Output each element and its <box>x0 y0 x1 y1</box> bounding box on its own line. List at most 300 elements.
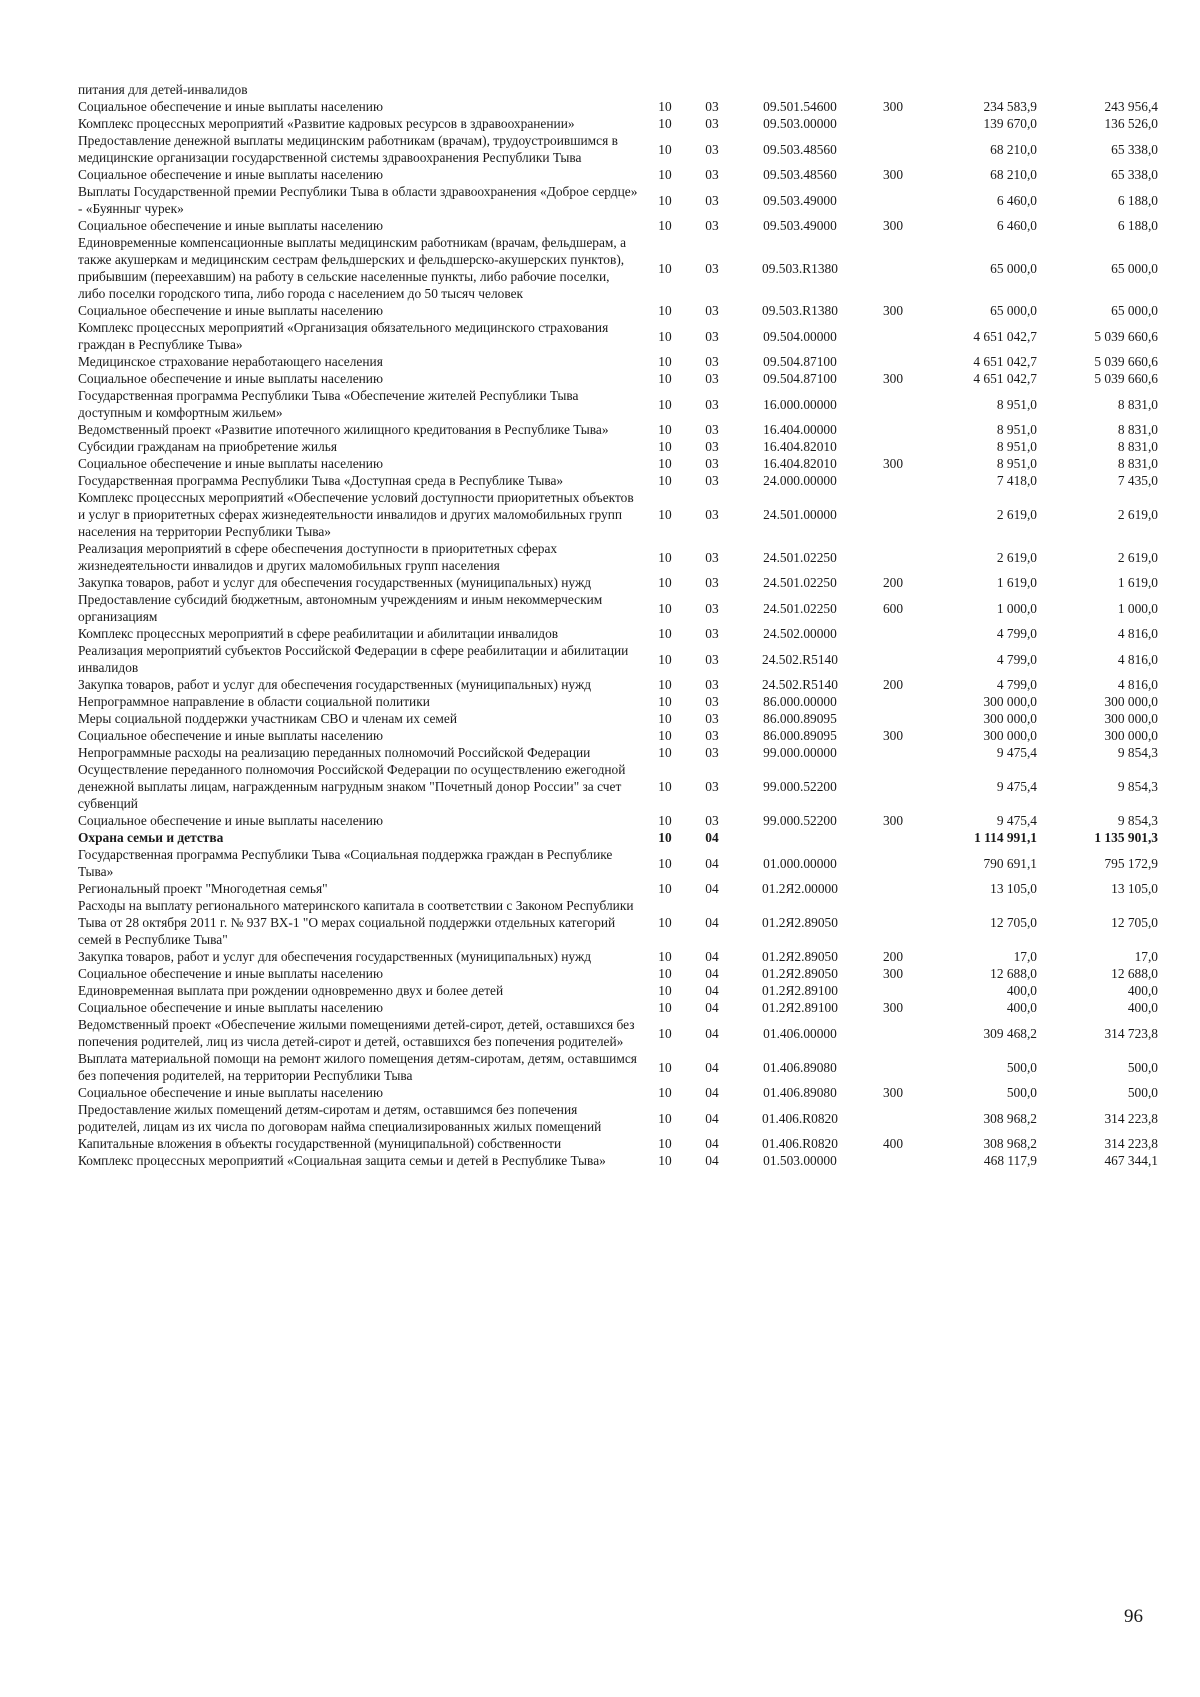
section-code: 10 <box>658 439 672 454</box>
amount-year-1: 4 651 042,7 <box>973 354 1037 369</box>
amount-year-1: 400,0 <box>1006 983 1037 998</box>
target-article-code: 16.404.82010 <box>763 456 837 471</box>
section-code: 10 <box>658 99 672 114</box>
row-name: Непрограммные расходы на реализацию переданных полномочий Российской Федерации <box>78 745 591 760</box>
row-name: Осуществление переданного полномочия Российской Федерации по осуществлению ежегодной денежной выплаты лицам, награжденным нагрудным знаком "Почетный донор России" за счет субвенций <box>78 762 626 811</box>
row-name: Закупка товаров, работ и услуг для обеспечения государственных (муниципальных) нужд <box>78 949 592 964</box>
table-row <box>78 761 1158 812</box>
table-row <box>78 744 1158 761</box>
subsection-code: 03 <box>705 303 719 318</box>
amount-year-2: 8 831,0 <box>1117 439 1158 454</box>
amount-year-1: 68 210,0 <box>990 167 1037 182</box>
target-article-code: 16.000.00000 <box>763 396 837 412</box>
amount-year-2: 1 000,0 <box>1117 600 1158 616</box>
table-row <box>78 166 1158 183</box>
table-row <box>78 727 1158 744</box>
table-row <box>78 387 1158 421</box>
target-article-code: 09.503.48560 <box>763 141 837 157</box>
amount-year-1: 4 799,0 <box>996 626 1037 641</box>
amount-year-2: 9 854,3 <box>1117 779 1158 794</box>
amount-year-2: 2 619,0 <box>1117 507 1158 522</box>
amount-year-2: 65 338,0 <box>1111 141 1158 157</box>
expense-type-code <box>866 421 920 438</box>
amount-year-1: 9 475,4 <box>996 779 1037 794</box>
expense-type-code <box>866 81 920 98</box>
amount-year-2: 6 188,0 <box>1117 192 1158 208</box>
row-name: Непрограммное направление в области социальной политики <box>78 694 430 709</box>
section-code: 10 <box>658 167 672 182</box>
amount-year-2: 4 816,0 <box>1117 677 1158 692</box>
amount-year-1: 13 105,0 <box>990 881 1037 896</box>
amount-year-2: 5 039 660,6 <box>1094 354 1158 369</box>
subsection-code: 03 <box>705 116 719 131</box>
target-article-code: 24.501.00000 <box>763 507 837 522</box>
expense-type-code <box>866 472 920 489</box>
section-code: 10 <box>658 600 672 616</box>
table-row <box>78 81 1158 98</box>
amount-year-2: 500,0 <box>1127 1085 1158 1100</box>
expense-type-code <box>866 1016 920 1050</box>
section-code: 10 <box>658 915 672 930</box>
table-row <box>78 1152 1158 1169</box>
expense-type-code <box>866 982 920 999</box>
section-code: 10 <box>658 116 672 131</box>
subsection-code: 04 <box>705 983 719 998</box>
target-article-code: 99.000.52200 <box>763 779 837 794</box>
subsection-code: 04 <box>705 1136 719 1151</box>
subsection-code: 03 <box>705 600 719 616</box>
subsection-code: 03 <box>705 371 719 386</box>
row-name: Субсидии гражданам на приобретение жилья <box>78 439 338 454</box>
row-name: Закупка товаров, работ и услуг для обеспечения государственных (муниципальных) нужд <box>78 677 592 692</box>
table-row <box>78 98 1158 115</box>
subsection-code: 04 <box>705 830 719 845</box>
subsection-code: 03 <box>705 549 719 565</box>
expense-type-code: 300 <box>882 371 904 386</box>
expense-type-code <box>866 489 920 540</box>
amount-year-2: 12 688,0 <box>1111 966 1158 981</box>
table-row <box>78 421 1158 438</box>
expense-type-code <box>866 744 920 761</box>
amount-year-2: 400,0 <box>1127 1000 1158 1015</box>
expense-type-code <box>866 353 920 370</box>
amount-year-2: 300 000,0 <box>1104 711 1158 726</box>
amount-year-1: 400,0 <box>1006 1000 1037 1015</box>
subsection-code: 03 <box>705 711 719 726</box>
expense-type-code <box>866 387 920 421</box>
expense-type-code <box>866 642 920 676</box>
amount-year-1: 12 705,0 <box>990 915 1037 930</box>
target-article-code: 99.000.00000 <box>763 745 837 760</box>
section-code: 10 <box>658 694 672 709</box>
target-article-code: 24.501.02250 <box>763 600 837 616</box>
amount-year-2: 2 619,0 <box>1117 549 1158 565</box>
row-name: Комплекс процессных мероприятий «Обеспечение условий доступности приоритетных объектов и услуг в приоритетных сферах жизнедеятельности инвалидов и других маломобильных групп населения на территории Республики Тыва» <box>78 490 634 539</box>
subsection-code: 03 <box>705 694 719 709</box>
amount-year-2: 795 172,9 <box>1104 855 1158 871</box>
row-name: Социальное обеспечение и иные выплаты населению <box>78 371 383 386</box>
subsection-code: 03 <box>705 422 719 437</box>
row-name: Выплаты Государственной премии Республики Тыва в области здравоохранения «Доброе сердце» - «Буянныг чурек» <box>78 184 638 216</box>
table-row <box>78 489 1158 540</box>
amount-year-2: 65 000,0 <box>1111 303 1158 318</box>
table-row <box>78 132 1158 166</box>
subsection-code <box>690 81 734 98</box>
table-row <box>78 982 1158 999</box>
subsection-code: 04 <box>705 966 719 981</box>
section-code: 10 <box>658 422 672 437</box>
amount-year-1: 65 000,0 <box>990 303 1037 318</box>
target-article-code: 01.000.00000 <box>763 855 837 871</box>
expense-type-code <box>866 710 920 727</box>
section-code: 10 <box>658 1110 672 1126</box>
target-article-code: 24.501.02250 <box>763 549 837 565</box>
expense-type-code <box>866 115 920 132</box>
amount-year-1: 17,0 <box>1013 949 1037 964</box>
amount-year-2: 314 723,8 <box>1104 1025 1158 1041</box>
subsection-code: 03 <box>705 439 719 454</box>
table-row <box>78 438 1158 455</box>
target-article-code: 86.000.00000 <box>763 694 837 709</box>
section-code: 10 <box>658 371 672 386</box>
table-row <box>78 183 1158 217</box>
subsection-code: 04 <box>705 1000 719 1015</box>
row-name: Социальное обеспечение и иные выплаты населению <box>78 218 383 233</box>
section-code: 10 <box>658 855 672 871</box>
amount-year-2: 467 344,1 <box>1104 1153 1158 1168</box>
section-code: 10 <box>658 728 672 743</box>
target-article-code: 09.503.48560 <box>763 167 837 182</box>
amount-year-2: 12 705,0 <box>1111 915 1158 930</box>
table-row <box>78 319 1158 353</box>
amount-year-1: 8 951,0 <box>996 422 1037 437</box>
target-article-code: 16.404.00000 <box>763 422 837 437</box>
target-article-code: 86.000.89095 <box>763 728 837 743</box>
target-article-code: 24.502.R5140 <box>762 677 838 692</box>
table-row <box>78 217 1158 234</box>
table-row <box>78 591 1158 625</box>
expense-type-code: 300 <box>882 218 904 233</box>
section-code: 10 <box>658 260 672 276</box>
target-article-code: 01.406.89080 <box>763 1085 837 1100</box>
row-name: Расходы на выплату регионального материнского капитала в соответствии с Законом Республики Тыва от 28 октября 2011 г. № 937 ВХ-1 "О мерах социальной поддержки отдельных категорий семей в Республике Тыва" <box>78 898 634 947</box>
target-article-code: 01.2Я2.89050 <box>762 966 838 981</box>
row-name: Комплекс процессных мероприятий «Развитие кадровых ресурсов в здравоохранении» <box>78 116 575 131</box>
amount-year-2: 8 831,0 <box>1117 396 1158 412</box>
row-name: Реализация мероприятий субъектов Российской Федерации в сфере реабилитации и абилитации инвалидов <box>78 643 629 675</box>
row-name: Охрана семьи и детства <box>78 830 224 845</box>
subsection-code: 03 <box>705 813 719 828</box>
expense-type-code: 300 <box>882 456 904 471</box>
row-name: Государственная программа Республики Тыва «Обеспечение жителей Республики Тыва доступным и комфортным жильем» <box>78 388 579 420</box>
target-article-code: 01.2Я2.89100 <box>762 983 838 998</box>
section-code: 10 <box>658 141 672 157</box>
row-name: Реализация мероприятий в сфере обеспечения доступности в приоритетных сферах жизнедеятельности инвалидов и других маломобильных групп населения <box>78 541 558 573</box>
amount-year-1: 4 651 042,7 <box>973 328 1037 344</box>
section-code: 10 <box>658 677 672 692</box>
subsection-code: 04 <box>705 1153 719 1168</box>
amount-year-2: 65 338,0 <box>1111 167 1158 182</box>
amount-year-2: 5 039 660,6 <box>1094 328 1158 344</box>
subsection-code: 03 <box>705 626 719 641</box>
amount-year-2: 5 039 660,6 <box>1094 371 1158 386</box>
table-row <box>78 1101 1158 1135</box>
row-name: Социальное обеспечение и иные выплаты населению <box>78 1000 383 1015</box>
expense-type-code: 300 <box>882 99 904 114</box>
amount-year-1: 500,0 <box>1006 1059 1037 1075</box>
section-code: 10 <box>658 354 672 369</box>
amount-year-1: 1 114 991,1 <box>974 830 1037 845</box>
expense-type-code: 200 <box>882 575 904 590</box>
expense-type-code <box>866 319 920 353</box>
row-name: Капитальные вложения в объекты государственной (муниципальной) собственности <box>78 1136 562 1151</box>
table-row <box>78 693 1158 710</box>
amount-year-2: 4 816,0 <box>1117 626 1158 641</box>
subsection-code: 04 <box>705 1059 719 1075</box>
row-name: Единовременные компенсационные выплаты медицинским работникам (врачам, фельдшерам, а также акушеркам и медицинским сестрам фельдшерских и фельдшерско-акушерских пунктов), прибывшим (переехавшим) на работу в сельские населенные пункты, либо рабочие поселки, либо поселки городского типа, либо города с населением до 50 тысяч человек <box>78 235 627 301</box>
subsection-code: 04 <box>705 1110 719 1126</box>
amount-year-1: 308 968,2 <box>983 1136 1037 1151</box>
table-row <box>78 1050 1158 1084</box>
section-code: 10 <box>658 1136 672 1151</box>
row-name: Социальное обеспечение и иные выплаты населению <box>78 1085 383 1100</box>
row-name: Меры социальной поддержки участникам СВО и членам их семей <box>78 711 458 726</box>
amount-year-1: 1 619,0 <box>996 575 1037 590</box>
row-name: Закупка товаров, работ и услуг для обеспечения государственных (муниципальных) нужд <box>78 575 592 590</box>
amount-year-1: 309 468,2 <box>983 1025 1037 1041</box>
expense-type-code: 300 <box>882 1000 904 1015</box>
amount-year-1: 6 460,0 <box>996 192 1037 208</box>
expense-type-code <box>866 132 920 166</box>
amount-year-1: 9 475,4 <box>996 745 1037 760</box>
expense-type-code <box>866 625 920 642</box>
subsection-code: 03 <box>705 141 719 157</box>
table-row <box>78 302 1158 319</box>
table-row <box>78 234 1158 302</box>
amount-year-1: 300 000,0 <box>983 711 1037 726</box>
amount-year-2: 13 105,0 <box>1111 881 1158 896</box>
section-code: 10 <box>658 949 672 964</box>
expense-type-code <box>866 693 920 710</box>
subsection-code: 03 <box>705 354 719 369</box>
expense-type-code: 300 <box>882 303 904 318</box>
amount-year-1: 4 799,0 <box>996 677 1037 692</box>
subsection-code: 03 <box>705 779 719 794</box>
target-article-code: 01.2Я2.89050 <box>762 915 838 930</box>
section-code: 10 <box>658 779 672 794</box>
section-code: 10 <box>658 192 672 208</box>
section-code: 10 <box>658 966 672 981</box>
table-row <box>78 829 1158 846</box>
subsection-code: 04 <box>705 1025 719 1041</box>
amount-year-1: 790 691,1 <box>983 855 1037 871</box>
amount-year-2: 17,0 <box>1134 949 1158 964</box>
section-code: 10 <box>658 456 672 471</box>
amount-year-2: 136 526,0 <box>1104 116 1158 131</box>
expense-type-code <box>866 1050 920 1084</box>
row-name: Региональный проект "Многодетная семья" <box>78 881 328 896</box>
expense-type-code <box>866 1101 920 1135</box>
table-row <box>78 455 1158 472</box>
section-code: 10 <box>658 881 672 896</box>
target-article-code <box>734 829 866 846</box>
amount-year-1: 6 460,0 <box>996 218 1037 233</box>
table-row <box>78 999 1158 1016</box>
row-name: Комплекс процессных мероприятий «Социальная защита семьи и детей в Республике Тыва» <box>78 1153 606 1168</box>
row-name: Комплекс процессных мероприятий в сфере реабилитации и абилитации инвалидов <box>78 626 559 641</box>
amount-year-1: 308 968,2 <box>983 1110 1037 1126</box>
section-code: 10 <box>658 745 672 760</box>
budget-table <box>78 81 1158 1169</box>
target-article-code: 24.502.00000 <box>763 626 837 641</box>
amount-year-1: 1 000,0 <box>996 600 1037 616</box>
expense-type-code: 400 <box>882 1136 904 1151</box>
amount-year-2: 9 854,3 <box>1117 813 1158 828</box>
target-article-code <box>734 81 866 98</box>
row-name: Государственная программа Республики Тыва «Доступная среда в Республике Тыва» <box>78 473 564 488</box>
target-article-code: 01.406.R0820 <box>762 1136 838 1151</box>
table-row <box>78 574 1158 591</box>
subsection-code: 03 <box>705 473 719 488</box>
expense-type-code <box>866 1152 920 1169</box>
amount-year-2 <box>1037 81 1158 98</box>
subsection-code: 04 <box>705 1085 719 1100</box>
amount-year-2: 400,0 <box>1127 983 1158 998</box>
amount-year-2: 65 000,0 <box>1111 260 1158 276</box>
section-code: 10 <box>658 549 672 565</box>
expense-type-code <box>866 880 920 897</box>
expense-type-code <box>866 234 920 302</box>
amount-year-1: 2 619,0 <box>996 507 1037 522</box>
table-row <box>78 710 1158 727</box>
table-row <box>78 472 1158 489</box>
expense-type-code: 300 <box>882 728 904 743</box>
target-article-code: 01.406.R0820 <box>762 1110 838 1126</box>
amount-year-2: 1 135 901,3 <box>1094 830 1158 845</box>
subsection-code: 04 <box>705 949 719 964</box>
expense-type-code <box>866 897 920 948</box>
row-name: Социальное обеспечение и иные выплаты населению <box>78 813 383 828</box>
target-article-code: 01.503.00000 <box>763 1153 837 1168</box>
subsection-code: 03 <box>705 507 719 522</box>
table-row <box>78 948 1158 965</box>
target-article-code: 24.502.R5140 <box>762 651 838 667</box>
section-code: 10 <box>658 813 672 828</box>
row-name: Выплата материальной помощи на ремонт жилого помещения детям-сиротам, детям, оставшимся без попечения родителей, на территории Республики Тыва <box>78 1051 637 1083</box>
table-row <box>78 1135 1158 1152</box>
target-article-code: 99.000.52200 <box>763 813 837 828</box>
section-code: 10 <box>658 1000 672 1015</box>
expense-type-code <box>866 761 920 812</box>
row-name: Единовременная выплата при рождении одновременно двух и более детей <box>78 983 504 998</box>
amount-year-2: 9 854,3 <box>1117 745 1158 760</box>
section-code: 10 <box>658 473 672 488</box>
subsection-code: 03 <box>705 728 719 743</box>
expense-type-code <box>866 846 920 880</box>
subsection-code: 04 <box>705 881 719 896</box>
section-code: 10 <box>658 575 672 590</box>
amount-year-1: 8 951,0 <box>996 439 1037 454</box>
subsection-code: 03 <box>705 651 719 667</box>
subsection-code: 04 <box>705 915 719 930</box>
target-article-code: 09.504.00000 <box>763 328 837 344</box>
expense-type-code: 300 <box>882 966 904 981</box>
expense-type-code: 300 <box>882 167 904 182</box>
subsection-code: 03 <box>705 260 719 276</box>
table-row <box>78 676 1158 693</box>
amount-year-1: 8 951,0 <box>996 396 1037 412</box>
subsection-code: 03 <box>705 677 719 692</box>
subsection-code: 04 <box>705 855 719 871</box>
section-code: 10 <box>658 303 672 318</box>
table-row <box>78 1016 1158 1050</box>
row-name: Социальное обеспечение и иные выплаты населению <box>78 99 383 114</box>
section-code: 10 <box>658 626 672 641</box>
subsection-code: 03 <box>705 456 719 471</box>
target-article-code: 01.406.89080 <box>763 1059 837 1075</box>
amount-year-1: 4 799,0 <box>996 651 1037 667</box>
table-row <box>78 115 1158 132</box>
subsection-code: 03 <box>705 99 719 114</box>
row-name: Предоставление денежной выплаты медицинским работникам (врачам), трудоустроившимся в медицинские организации государственной системы здравоохранения Республики Тыва <box>78 133 618 165</box>
row-name: Социальное обеспечение и иные выплаты населению <box>78 728 383 743</box>
target-article-code: 86.000.89095 <box>763 711 837 726</box>
table-row <box>78 353 1158 370</box>
amount-year-2: 7 435,0 <box>1117 473 1158 488</box>
row-name: Ведомственный проект «Развитие ипотечного жилищного кредитования в Республике Тыва» <box>78 422 609 437</box>
table-row <box>78 540 1158 574</box>
row-name: Социальное обеспечение и иные выплаты населению <box>78 167 383 182</box>
target-article-code: 09.501.54600 <box>763 99 837 114</box>
row-name: питания для детей-инвалидов <box>78 82 248 97</box>
subsection-code: 03 <box>705 218 719 233</box>
row-name: Предоставление субсидий бюджетным, автономным учреждениям и иным некоммерческим организациям <box>78 592 603 624</box>
section-code: 10 <box>658 1153 672 1168</box>
expense-type-code <box>866 829 920 846</box>
amount-year-2: 300 000,0 <box>1104 694 1158 709</box>
table-row <box>78 642 1158 676</box>
amount-year-1: 2 619,0 <box>996 549 1037 565</box>
table-row <box>78 965 1158 982</box>
subsection-code: 03 <box>705 192 719 208</box>
amount-year-2: 314 223,8 <box>1104 1136 1158 1151</box>
table-row <box>78 625 1158 642</box>
subsection-code: 03 <box>705 745 719 760</box>
amount-year-1: 468 117,9 <box>983 1153 1037 1168</box>
amount-year-1: 234 583,9 <box>983 99 1037 114</box>
amount-year-1: 9 475,4 <box>996 813 1037 828</box>
target-article-code: 09.504.87100 <box>763 354 837 369</box>
row-name: Предоставление жилых помещений детям-сиротам и детям, оставшимся без попечения родителей, лицам из их числа по договорам найма специализированных жилых помещений <box>78 1102 602 1134</box>
section-code: 10 <box>658 328 672 344</box>
table-row <box>78 1084 1158 1101</box>
section-code: 10 <box>658 507 672 522</box>
amount-year-2: 314 223,8 <box>1104 1110 1158 1126</box>
expense-type-code: 300 <box>882 813 904 828</box>
target-article-code: 01.406.00000 <box>763 1025 837 1041</box>
row-name: Ведомственный проект «Обеспечение жилыми помещениями детей-сирот, детей, оставшихся без попечения родителей, лиц из числа детей-сирот и детей, оставшихся без попечения родителей» <box>78 1017 635 1049</box>
amount-year-2: 8 831,0 <box>1117 456 1158 471</box>
subsection-code: 03 <box>705 575 719 590</box>
subsection-code: 03 <box>705 396 719 412</box>
amount-year-1: 300 000,0 <box>983 728 1037 743</box>
subsection-code: 03 <box>705 328 719 344</box>
target-article-code: 24.501.02250 <box>763 575 837 590</box>
amount-year-2: 243 956,4 <box>1104 99 1158 114</box>
target-article-code: 09.503.49000 <box>763 218 837 233</box>
amount-year-1: 65 000,0 <box>990 260 1037 276</box>
expense-type-code: 600 <box>882 600 904 616</box>
